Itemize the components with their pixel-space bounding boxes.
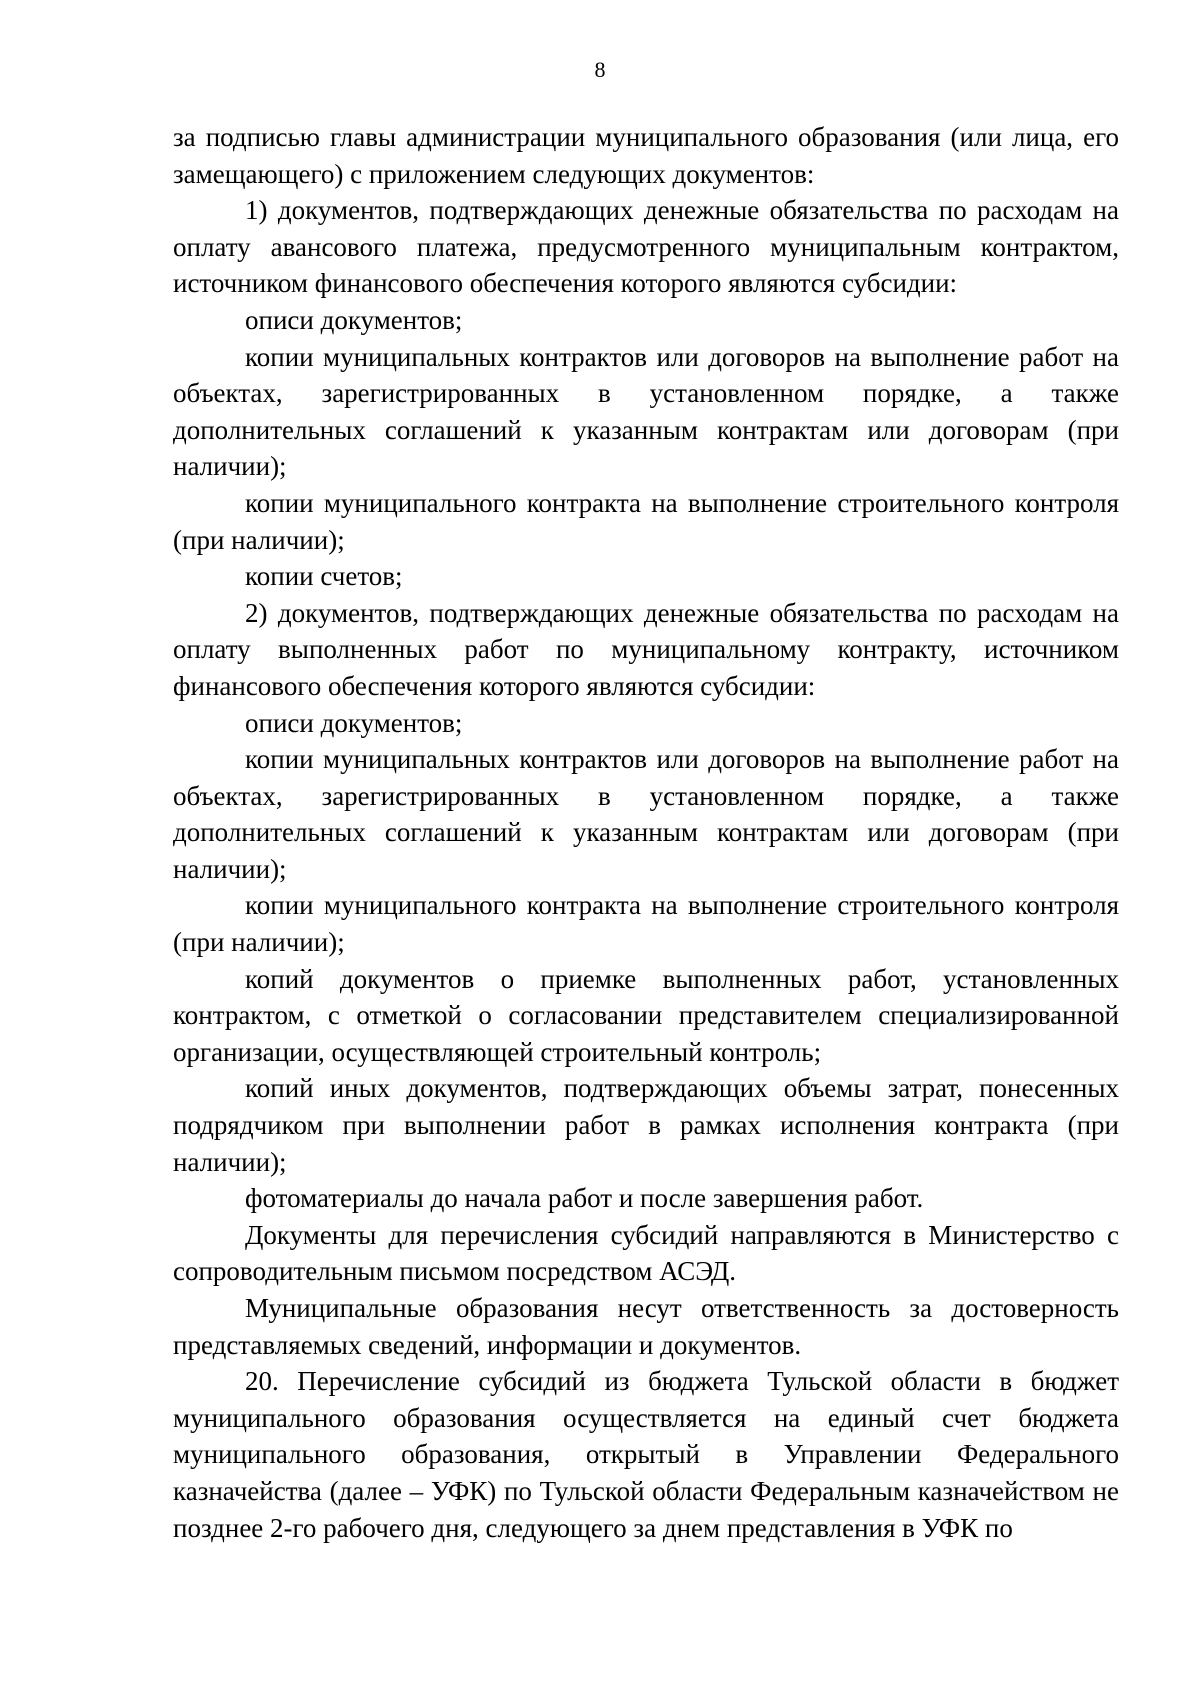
paragraph: копии муниципальных контрактов или договоров на выполнение работ на объектах, зарегистрированных в установленном порядке, а также дополнительных соглашений к указанным контрактам или договорам (при наличии); [173, 744, 1119, 884]
paragraph: Муниципальные образования несут ответственность за достоверность представляемых сведений, информации и документов. [173, 1293, 1119, 1360]
paragraph: фотоматериалы до начала работ и после завершения работ. [245, 1183, 924, 1214]
paragraph: Документы для перечисления субсидий направляются в Министерство с сопроводительным письмом посредством АСЭД. [173, 1219, 1119, 1287]
paragraph: копий иных документов, подтверждающих объемы затрат, понесенных подрядчиком при выполнении работ в рамках исполнения контракта (при наличии); [173, 1073, 1119, 1177]
paragraph: копии счетов; [245, 561, 403, 592]
paragraph: 1) документов, подтверждающих денежные обязательства по расходам на оплату авансового платежа, предусмотренного муниципальным контрактом, источником финансового обеспечения которого являются субсидии: [173, 195, 1119, 299]
page-number: 8 [594, 57, 606, 82]
paragraph: копий документов о приемке выполненных работ, установленных контрактом, с отметкой о согласовании представителем специализированной организации, осуществляющей строительный контроль; [173, 963, 1119, 1067]
paragraph: копии муниципального контракта на выполнение строительного контроля (при наличии); [173, 487, 1119, 555]
paragraph: 20. Перечисление субсидий из бюджета Тульской области в бюджет муниципального образования осуществляется на единый счет бюджета муниципального образования, открытый в Управлении Федерального казначейства (далее – УФК) по Тульской области Федеральным казначейством не позднее 2-го рабочего дня, следующего за днем представления в УФК по [173, 1366, 1119, 1543]
paragraph: за подписью главы администрации муниципального образования (или лица, его замещающего) с приложением следующих документов: [173, 122, 1119, 189]
paragraph: описи документов; [245, 707, 463, 738]
document-body [173, 119, 1119, 1546]
paragraph: описи документов; [245, 304, 463, 335]
paragraph: копии муниципального контракта на выполнение строительного контроля (при наличии); [173, 890, 1119, 958]
paragraph: 2) документов, подтверждающих денежные обязательства по расходам на оплату выполненных работ по муниципальному контракту, источником финансового обеспечения которого являются субсидии: [173, 597, 1119, 701]
paragraph: копии муниципальных контрактов или договоров на выполнение работ на объектах, зарегистрированных в установленном порядке, а также дополнительных соглашений к указанным контрактам или договорам (при наличии); [173, 341, 1119, 482]
